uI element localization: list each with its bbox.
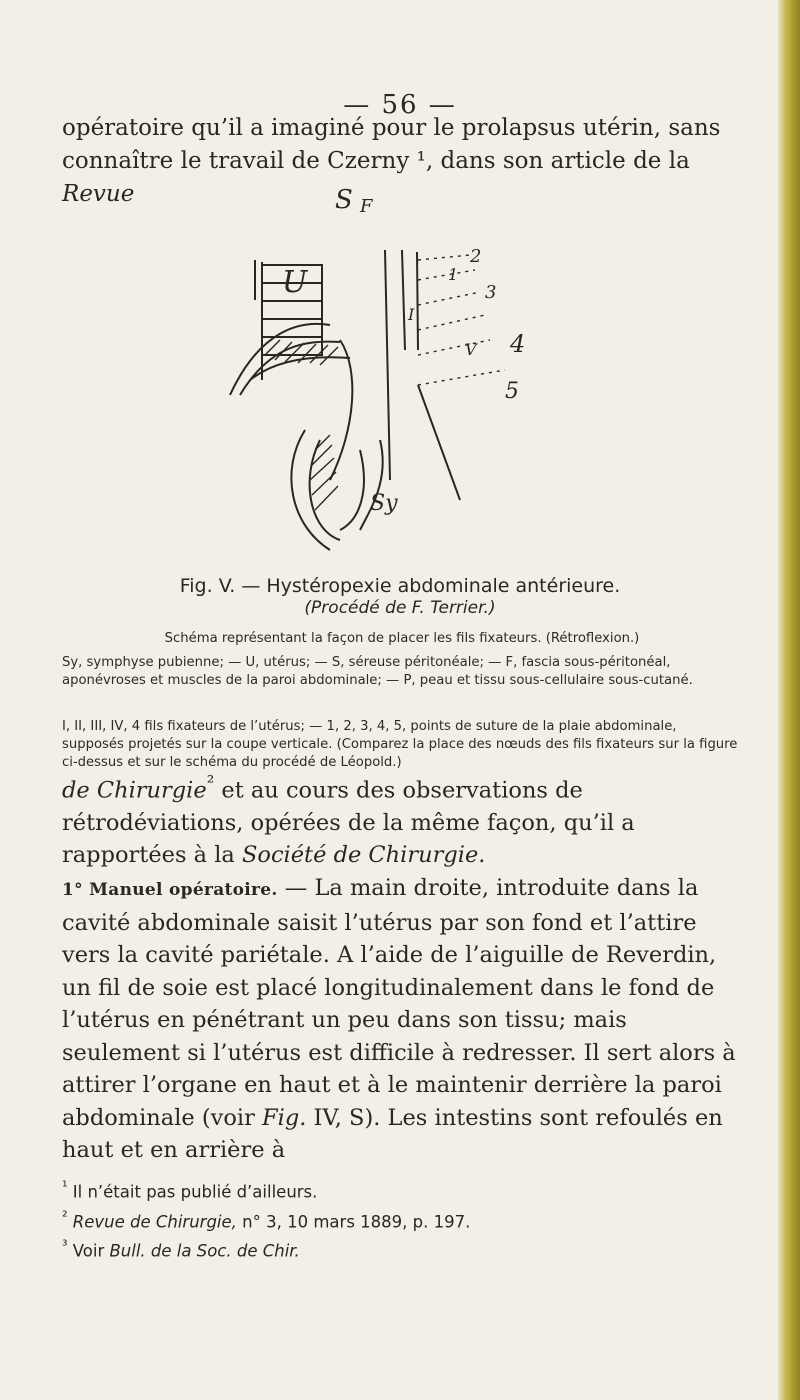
suture-line	[418, 315, 485, 330]
paragraph-2	[62, 768, 742, 871]
suture-box	[262, 301, 322, 319]
label-3: 3	[485, 282, 497, 303]
top-paragraph-italic: Revue	[62, 181, 135, 207]
label-1: 1	[448, 265, 459, 284]
suture-line	[418, 255, 470, 260]
uterus-outline	[340, 450, 364, 530]
uterus-outline	[230, 324, 330, 395]
footnote-mark: ³	[62, 1238, 68, 1254]
footnote-1	[62, 1175, 742, 1205]
hysteropexy-figure	[220, 180, 580, 570]
label-2: 2	[470, 246, 482, 267]
label-F: F	[360, 196, 373, 217]
suture-line	[418, 370, 505, 385]
section-heading: 1° Manuel opératoire.	[62, 880, 278, 900]
para2-text: et au cours des observations de rétrodéviations, opérées de la même façon, qu’il a rapportées à la	[62, 777, 635, 868]
footnote-3	[62, 1234, 742, 1264]
footnote-mark: ¹	[62, 1179, 68, 1195]
footnote-2	[62, 1205, 742, 1235]
label-S: S	[335, 185, 353, 215]
suture-line	[418, 270, 475, 280]
suture-line	[418, 292, 480, 305]
label-U: U	[282, 265, 308, 300]
figure-caption-title: Fig. V. — Hystéropexie abdominale antérieure.	[179, 575, 621, 597]
footnote-italic: Bull. de la Soc. de Chir.	[109, 1241, 300, 1261]
label-4: 4	[510, 330, 526, 358]
page-edge-binding	[778, 0, 800, 1400]
footnotes	[62, 1175, 742, 1264]
footnote-mark: ²	[62, 1208, 68, 1225]
para2-italic-2: Société de Chirurgie.	[241, 841, 486, 868]
wall-line	[418, 385, 460, 500]
footnote-text: Il n’était pas publié d’ailleurs.	[67, 1182, 318, 1202]
para2-italic-1: de Chirurgie	[62, 777, 207, 804]
uterus-outline	[310, 440, 340, 540]
label-Sy: Sy	[370, 491, 398, 516]
label-5: 5	[505, 379, 519, 404]
para2-footnote-mark: ²	[206, 773, 215, 794]
footnote-italic: Revue de Chirurgie,	[67, 1212, 237, 1231]
footnote-text: Voir	[67, 1241, 110, 1261]
label-I: I	[408, 305, 415, 324]
figure-legend: Sy, symphyse pubienne; — U, utérus; — S, séreuse péritonéale; — F, fascia sous-péritonéal, aponévroses et muscles de la paroi abdominale; — P, peau et tissu sous-cellulaire sous-cutané.	[62, 655, 693, 688]
page-number: — 56 —	[343, 90, 457, 120]
wall-line	[417, 252, 418, 350]
wall-line	[385, 250, 390, 480]
wall-line	[402, 250, 405, 350]
uterus-outline	[240, 342, 340, 395]
para3-fig-ref: Fig.	[262, 1104, 307, 1131]
para3-text-2: IV, S). Les intestins sont refoulés en haut et en arrière à	[62, 1104, 723, 1163]
top-paragraph-text: opératoire qu’il a imaginé pour le prolapsus utérin, sans connaître le travail de Czerny ¹, dans son article de la	[62, 115, 721, 174]
para3-text-1: — La main droite, introduite dans la cavité abdominale saisit l’utérus par son fond et l’attire vers la cavité pariétale. A l’aide de l’aiguille de Reverdin, un fil de soie est placé longitudinalement dans le fond de l’utérus en pénétrant un peu dans son tissu; mais seulement si l’utérus est difficile à redresser. Il sert alors à attirer l’organe en haut et à le maintenir derrière la paroi abdominale (voir	[62, 875, 736, 1131]
suture-line	[418, 340, 490, 355]
label-V: V	[465, 340, 477, 359]
footnote-text: n° 3, 10 mars 1889, p. 197.	[236, 1212, 471, 1231]
paragraph-3	[62, 872, 742, 1167]
figure-points-note: I, II, III, IV, 4 fils fixateurs de l’utérus; — 1, 2, 3, 4, 5, points de suture de la plaie abdominale, supposés projetés sur la coupe verticale. (Comparez la place des nœuds des fils fixateurs sur la figure ci-dessus et sur le schéma du procédé de Léopold.)	[62, 719, 738, 770]
figure-schema-line: Schéma représentant la façon de placer les fils fixateurs. (Rétroflexion.)	[164, 631, 640, 646]
figure-caption-subtitle: (Procédé de F. Terrier.)	[304, 598, 496, 618]
